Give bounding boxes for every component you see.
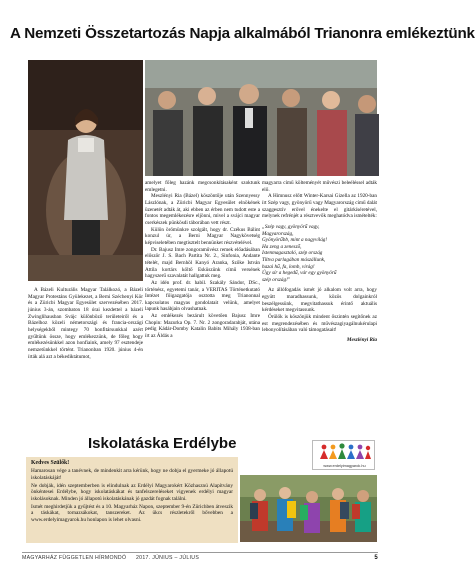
lyric-line: Úgy sír a hegedű, vár egy gyönyörű — [262, 270, 337, 277]
lyric-line: szép ország!" — [262, 276, 290, 283]
logo-caption: www.erdelyimagyarok.hu — [323, 464, 366, 468]
song-lyrics — [262, 224, 377, 283]
lyric-line: Magyarország, — [262, 230, 294, 237]
author-signature: Meszlényi Ria — [346, 336, 377, 343]
notice-greeting: Kedves Szülők! — [31, 460, 70, 466]
notice-box — [26, 457, 238, 543]
article-paragraph: Az idén prof. dr. habil. Szakály Sándor, DSc., történész, egyetemi tanár, a VERITAS Történetkutató Intézet főigazgatója osztotta meg Trianonnal kapcsolatos magyas gondolatait velünk, amelyet lapunk hasábjain olvashatnak. — [145, 279, 260, 313]
article-paragraph: Az emlékezés bezárult követően Bajusz Imre Chopin: Mazurka Op. 7. Nr. 2 zongoradarabját, utána pedig Kádár-Domby Katalin Babits Mihály 1938-ban írt az Áldás a — [145, 313, 260, 340]
article-paragraph: Az állófogadás ismét jó alkalom volt arra, hogy együtt maradhassunk, közös dolgainkról beszélgessünk, megvitathassuk érintő aktuális kérdéseket megvitassunk. — [262, 287, 377, 314]
lyric-line: Gyönyörűbb, mint a nagyvilág! — [262, 237, 328, 244]
article-paragraph: amelyet főleg hazánk megcsonkításaként szoktunk emlegetni. — [145, 180, 260, 193]
headline: A Nemzeti Összetartozás Napja alkalmából Trianonra emlékeztünk — [10, 25, 475, 42]
article-paragraph: Külön örömünkre szolgált, hogy dr. Czékus Bálint konzul úr, a Berni Magyar Nagykövetség képviseletében megtisztelt bennünket részvételével. — [145, 226, 260, 246]
lyric-line: Istenmagasztaló, szép ország — [262, 250, 323, 257]
figures-logo-icon — [313, 441, 376, 463]
article-paragraph: A Bázeli Kulturális Magyar Találkozó, a Bázeli Magyar Protestáns Gyülekezet, a Berni Széchenyi Kör és a Züricbi Magyar Egyesület szervezésében 2017. június 3-án, szombaton 18 órai kezdettel a bázeli Zwinglihausban Svájc különböző területeiről és a Bázelhoz közeli németországi és francia-országi helységekből mintegy 70 honfitársunkkal azért gyűltünk össze, hogy emlékezzünk, de főleg hogy emlékezésünkkel azon honfiaink, amely 97 esztendeje nemzetünkkel történt. Trianonban 1920. június 4-én írták alá azt a békediktátumot, — [28, 287, 143, 360]
page-footer — [22, 552, 378, 564]
lyric-line: Ha zeng a zenesző, — [262, 243, 302, 250]
article-paragraph: magyarra című költeményét művészi beleéléssel adták elő. — [262, 180, 377, 193]
section-title: Iskolatáska Erdélybe — [88, 435, 237, 452]
article-paragraph: Örülök is köszönjük mindent őszintén segítőnek az est megrendezésében és művészagiyagálnukérulapi lebonyolításában való támogatásait! — [262, 313, 377, 334]
lyric-line: Tiltva parlagában mászállunk, — [262, 256, 326, 263]
organization-logo — [312, 440, 375, 470]
article-paragraph: A Himnusz előtt Winter-Karsai Gizella az 1920-ban írt Szép vagy, gyönyörű vagy Magyarország című dalát szaggesztív erővel énekelte el gitárkíséretével, melynek refrénjét a résztvevők meghatódva ismételték: — [262, 193, 377, 220]
children-photo — [240, 475, 377, 542]
article-paragraph: Meszlényi Ria (Bázel) köszöntője után Szennyessy Lászlónak, a Züricbi Magyar Egyesület elnökének üzenetét adták át, aki ebben az érben nem tudott este a fontos megemlékezésre eljönni, mivel a svájci magyar cserkészek pünkösdi táborában vett részt. — [145, 193, 260, 226]
notice-paragraph: Ne dobják, idén szeptemberben is elindulnak az Erdélyi Magyarokért Közhasznú Alapítvány önkéntesei Erdélybe, hogy iskolatáskákat és tanfelszereléseket vigyenek erdélyi magyar iskolásoknak. Minden jó állapotú iskolatáskának jó gazdát fognak találni. — [31, 482, 233, 502]
audience-photo — [145, 60, 377, 176]
notice-paragraph: Ismét meghirdetjük a gyűjtést és a 10. Magyarház Napon, szeptember 9-én Zürichben átveszik a táskákat, tornazsákokat, tanszereket. Az ükcs részletekről bővebben a www.erdelyimagyarok.hu honlapon is lehet olvasni. — [31, 503, 233, 524]
article-column-middle — [145, 180, 260, 430]
article-column-right — [262, 180, 377, 430]
publication-name: MAGYARHÁZ FÜGGETLEN HÍRMONDÓ — [22, 555, 127, 561]
article-paragraph: Dr. Bajusz Imre zongoraművész remek előadásában először J. S. Bach Partita Nr. 2., Sinfonia, Andante tételét, majd Bernhöl Kanyó Aranka, Szőke István Attila kortárs költő Esküszünk című versének hagyszerű szavalatát hallgattuk meg. — [145, 246, 260, 280]
article-column-left — [28, 287, 143, 432]
lyric-line: hazai hű, fa, lomb, virág! — [262, 263, 315, 270]
speaker-photo — [28, 60, 143, 281]
notice-paragraph: Hamarosan vége a tanévnek, de mindenkit arra kérünk, hogy ne dobja el gyermeke jó állapotú iskolatáskáját! — [31, 468, 233, 481]
page-number: 5 — [374, 555, 378, 561]
issue-date: 2017. JÚNIUS – JÚLIUS — [136, 555, 200, 561]
lyric-line: „Szép vagy, gyönyörű vagy, — [262, 223, 320, 230]
